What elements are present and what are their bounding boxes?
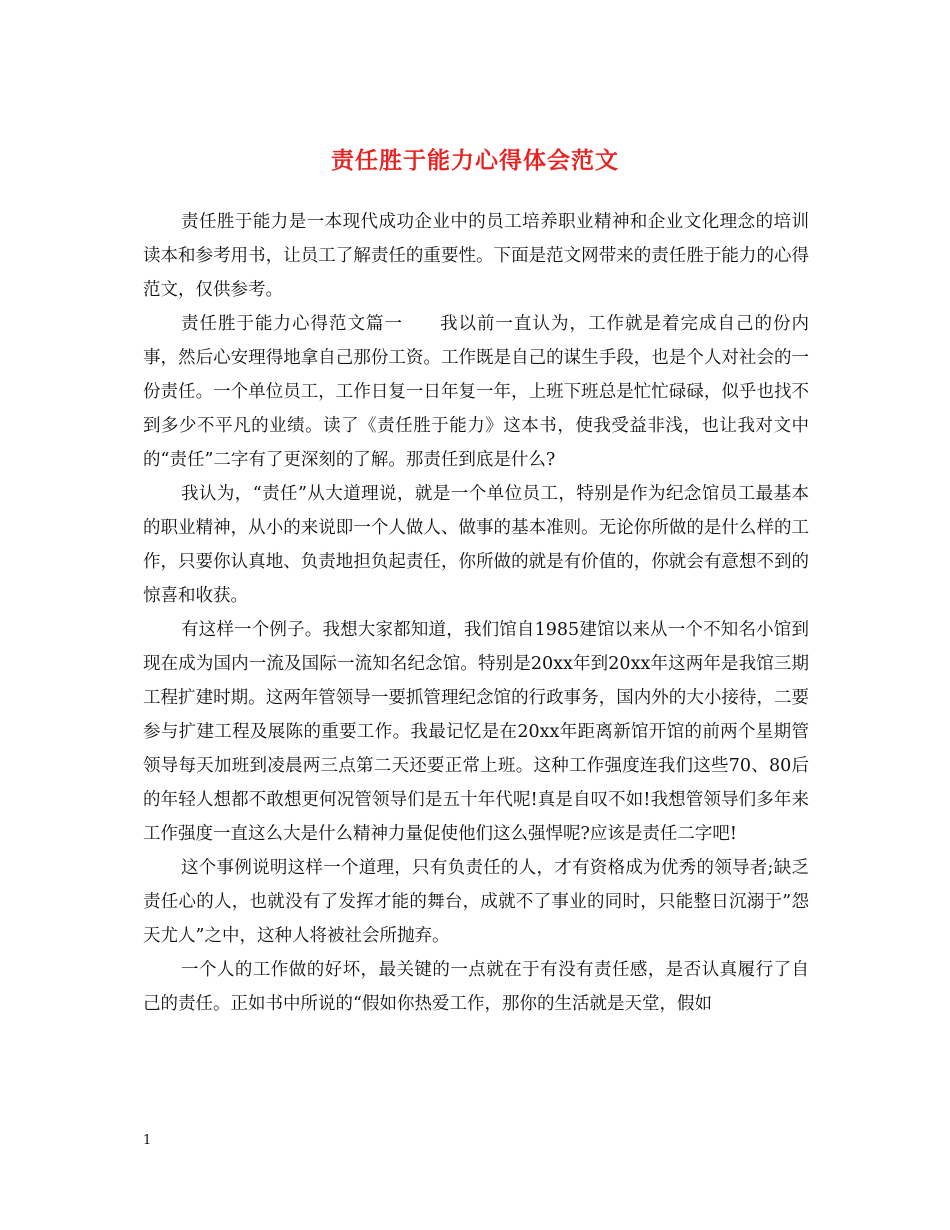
- paragraph-lesson: 这个事例说明这样一个道理，只有负责任的人，才有资格成为优秀的领导者;缺乏责任心的人，也就没有了发挥才能的舞台，成就不了事业的同时，只能整日沉溺于”怨天尤人”之中，这种人将被社会所抛弃。: [143, 858, 809, 946]
- document-title: 责任胜于能力心得体会范文: [331, 147, 619, 175]
- page-number: 1: [143, 1133, 152, 1148]
- paragraph-essay-one: 责任胜于能力心得范文篇一 我以前一直认为，工作就是着完成自己的份内事，然后心安理得地拿自己那份工资。工作既是自己的谋生手段，也是个人对社会的一份责任。一个单位员工，工作日复一日年复一年，上班下班总是忙忙碌碌，似乎也找不到多少不平凡的业绩。读了《责任胜于能力》这本书，使我受益非浅，也让我对文中的“责任”二字有了更深刻的了解。那责任到底是什么?: [143, 314, 809, 470]
- paragraph-intro: 责任胜于能力是一本现代成功企业中的员工培养职业精神和企业文化理念的培训读本和参考用书，让员工了解责任的重要性。下面是范文网带来的责任胜于能力的心得范文，仅供参考。: [143, 212, 809, 300]
- paragraph-responsibility-meaning: 我认为，“责任”从大道理说，就是一个单位员工，特别是作为纪念馆员工最基本的职业精神，从小的来说即一个人做人、做事的基本准则。无论你所做的是什么样的工作，只要你认真地、负责地担负起责任，你所做的就是有价值的，你就会有意想不到的惊喜和收获。: [143, 484, 809, 606]
- paragraph-work-quality: 一个人的工作做的好坏，最关键的一点就在于有没有责任感，是否认真履行了自己的责任。正如书中所说的“假如你热爱工作，那你的生活就是天堂，假如: [143, 960, 809, 1014]
- paragraph-example: 有这样一个例子。我想大家都知道，我们馆自1985建馆以来从一个不知名小馆到现在成为国内一流及国际一流知名纪念馆。特别是20xx年到20xx年这两年是我馆三期工程扩建时期。这两年管领导一要抓管理纪念馆的行政事务，国内外的大小接待，二要参与扩建工程及展陈的重要工作。我最记忆是在20xx年距离新馆开馆的前两个星期管领导每天加班到凌晨两三点第二天还要正常上班。这种工作强度连我们这些70、80后的年轻人想都不敢想更何况管领导们是五十年代呢!真是自叹不如!我想管领导们多年来工作强度一直这么大是什么精神力量促使他们这么强悍呢?应该是责任二字吧!: [143, 620, 809, 844]
- document-body: [143, 205, 809, 1021]
